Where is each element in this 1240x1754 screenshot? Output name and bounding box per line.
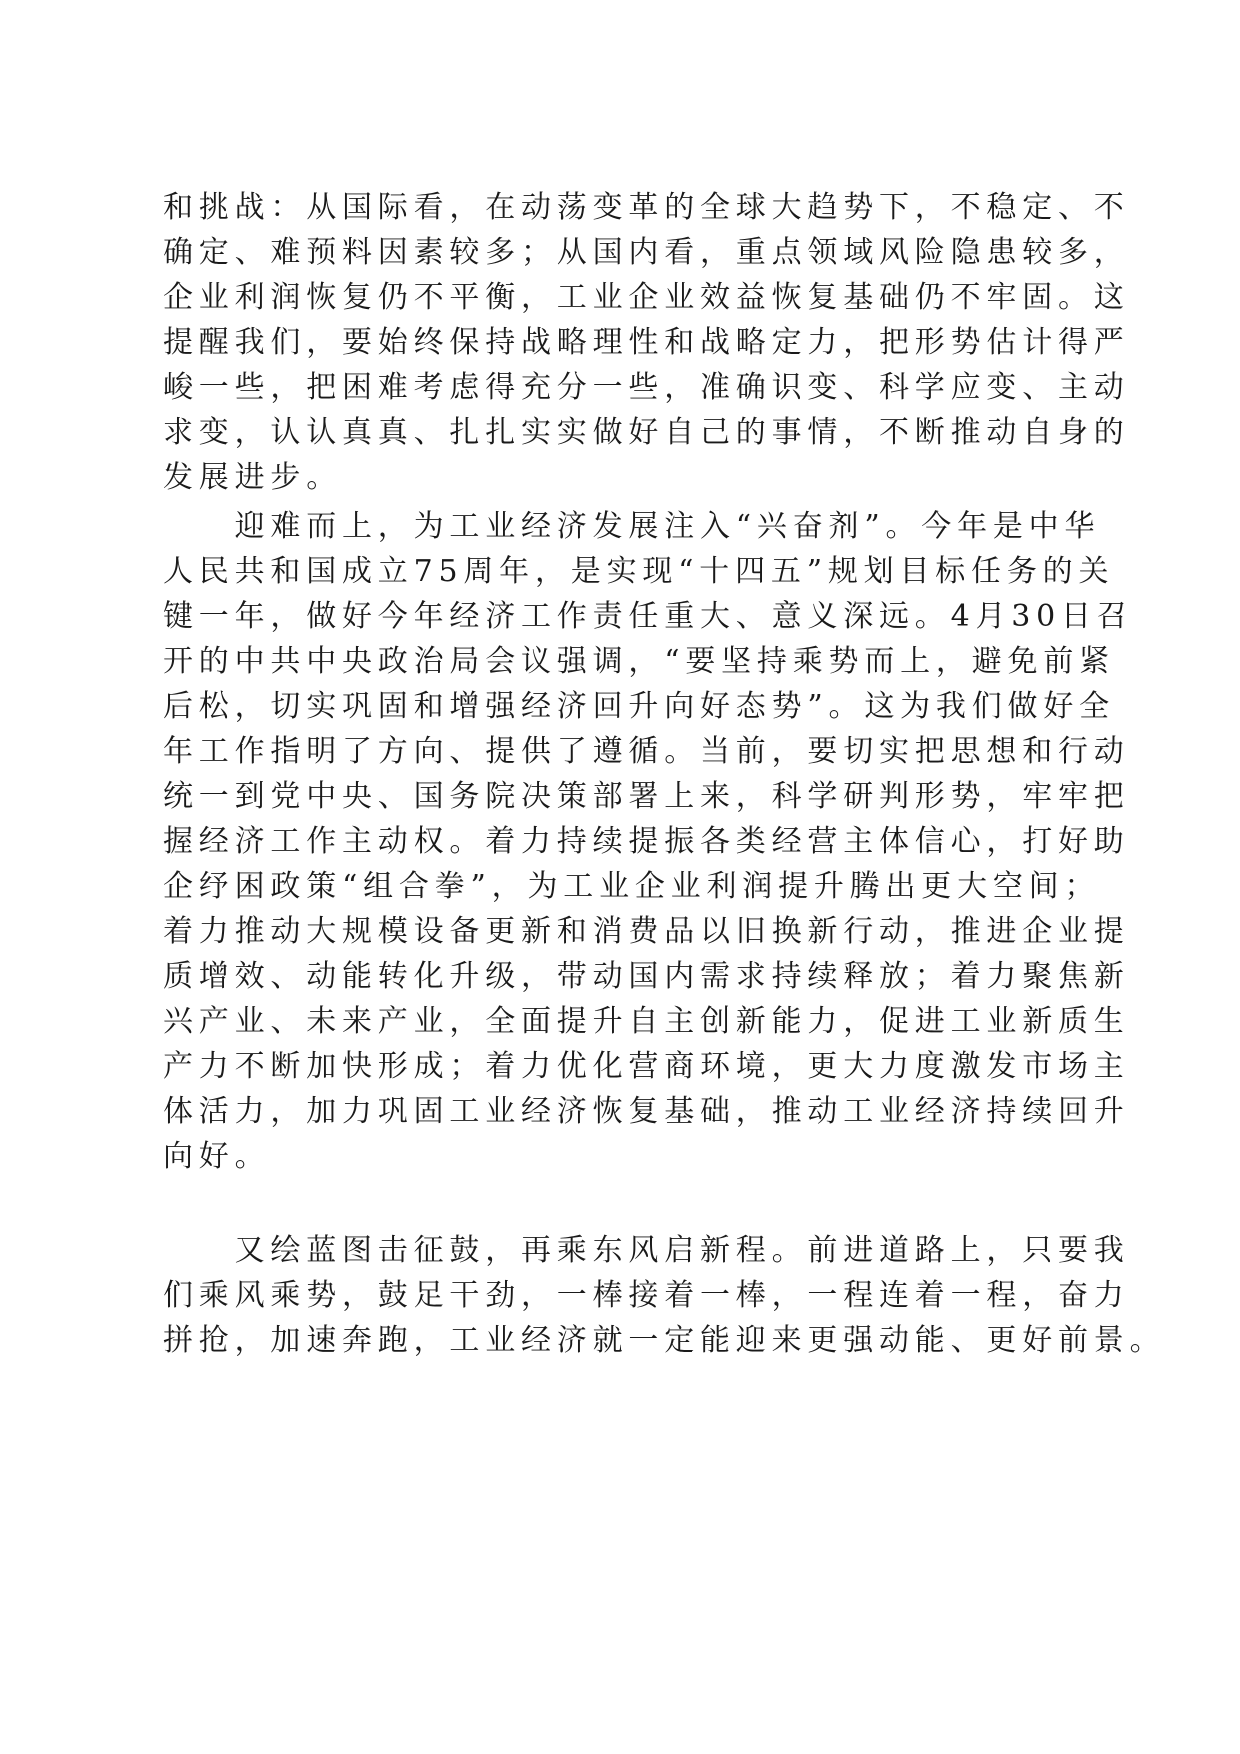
text-line: 提醒我们，要始终保持战略理性和战略定力，把形势估计得严 (163, 325, 1130, 360)
text-line (163, 1179, 1083, 1224)
text-line: 着力推动大规模设备更新和消费品以旧换新行动，推进企业提 (163, 914, 1130, 949)
text-line: 峻一些，把困难考虑得充分一些，准确识变、科学应变、主动 (163, 370, 1130, 405)
text-line: 开的中共中央政治局会议强调，“要坚持乘势而上，避免前紧 (163, 644, 1115, 679)
text-line: 迎难而上，为工业经济发展注入“兴奋剂”。今年是中华 (163, 509, 1101, 544)
paragraph-1 (163, 185, 1130, 500)
text-line: 求变，认认真真、扎扎实实做好自己的事情，不断推动自身的 (163, 415, 1130, 450)
text-line: 们乘风乘势，鼓足干劲，一棒接着一棒，一程连着一程，奋力 (163, 1278, 1130, 1313)
text-line: 年工作指明了方向、提供了遵循。当前，要切实把思想和行动 (163, 734, 1130, 769)
text-line: 又绘蓝图击征鼓，再乘东风启新程。前进道路上，只要我 (163, 1233, 1130, 1268)
text-line: 体活力，加力巩固工业经济恢复基础，推动工业经济持续回升 (163, 1094, 1130, 1129)
text-line: 产力不断加快形成；着力优化营商环境，更大力度激发市场主 (163, 1049, 1130, 1084)
text-line: 发展进步。 (163, 460, 342, 495)
paragraph-3 (163, 1228, 1166, 1363)
text-line: 兴产业、未来产业，全面提升自主创新能力，促进工业新质生 (163, 1004, 1130, 1039)
text-line: 拼抢，加速奔跑，工业经济就一定能迎来更强动能、更好前景。 (163, 1323, 1166, 1358)
text-line: 企纾困政策“组合拳”，为工业企业利润提升腾出更大空间； (163, 869, 1101, 904)
document-body (163, 185, 1166, 1363)
text-line: 确定、难预料因素较多；从国内看，重点领域风险隐患较多， (163, 235, 1130, 270)
paragraph-2 (163, 504, 1133, 1224)
text-line: 质增效、动能转化升级，带动国内需求持续释放；着力聚焦新 (163, 959, 1130, 994)
text-line: 企业利润恢复仍不平衡，工业企业效益恢复基础仍不牢固。这 (163, 280, 1130, 315)
text-line: 握经济工作主动权。着力持续提振各类经营主体信心，打好助 (163, 824, 1130, 859)
text-line: 向好。 (163, 1139, 271, 1174)
text-line: 键一年，做好今年经济工作责任重大、意义深远。4月30日召 (163, 599, 1133, 634)
text-line: 后松，切实巩固和增强经济回升向好态势”。这为我们做好全 (163, 689, 1115, 724)
text-line: 统一到党中央、国务院决策部署上来，科学研判形势，牢牢把 (163, 779, 1130, 814)
text-line: 人民共和国成立75周年，是实现“十四五”规划目标任务的关 (163, 554, 1115, 589)
text-line: 和挑战：从国际看，在动荡变革的全球大趋势下，不稳定、不 (163, 190, 1130, 225)
